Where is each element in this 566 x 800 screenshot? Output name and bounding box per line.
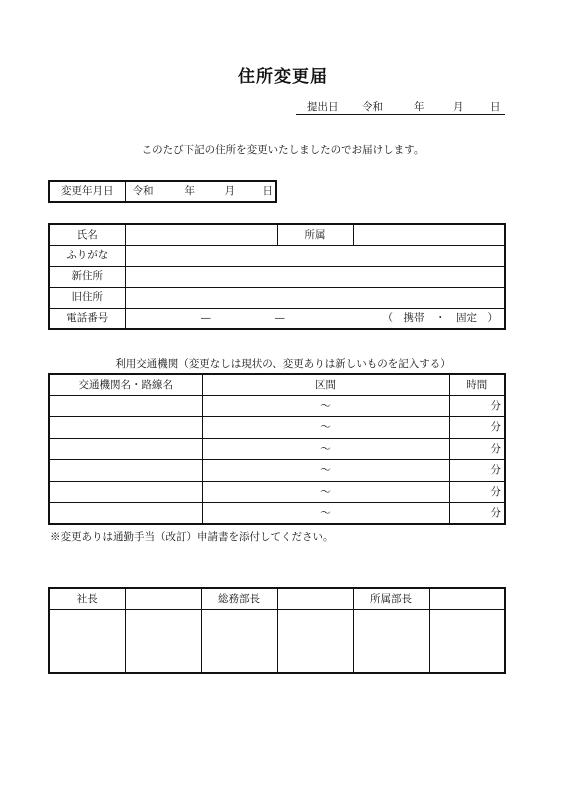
department-header-blank	[429, 588, 505, 609]
attachment-note: ※変更ありは通勤手当（改訂）申請書を添付してください。	[50, 531, 334, 543]
department-stamp-box[interactable]	[353, 609, 429, 673]
president-label: 社長	[49, 588, 125, 609]
phone-label: 電話番号	[49, 308, 125, 329]
change-date-day-label: 日	[262, 185, 273, 198]
general-affairs-manager-label: 総務部長	[201, 588, 277, 609]
affiliation-label: 所属	[277, 224, 353, 245]
submission-year-label: 年	[414, 101, 425, 113]
general-affairs-header-blank	[277, 588, 353, 609]
time-cell[interactable]: 分	[449, 460, 505, 482]
transport-header-route: 交通機関名・路線名	[49, 374, 202, 395]
change-date-label: 変更年月日	[49, 181, 125, 202]
new-address-label: 新住所	[49, 266, 125, 287]
stamp-box[interactable]	[125, 609, 201, 673]
route-cell[interactable]	[49, 503, 202, 525]
route-cell[interactable]	[49, 417, 202, 439]
submission-underline	[296, 114, 505, 115]
table-row	[49, 417, 505, 439]
affiliation-field[interactable]	[353, 224, 505, 245]
change-date-field[interactable]	[125, 181, 276, 202]
submission-date-label: 提出日	[307, 101, 339, 113]
page-title: 住所変更届	[238, 67, 328, 87]
phone-type: （ 携帯 ・ 固定 ）	[382, 312, 498, 324]
time-cell[interactable]: 分	[449, 503, 505, 525]
change-date-era: 令和	[132, 185, 154, 198]
old-address-field[interactable]	[125, 287, 505, 308]
name-field[interactable]	[125, 224, 277, 245]
submission-month-label: 月	[453, 101, 464, 113]
section-cell[interactable]: ～	[202, 395, 449, 417]
department-manager-label: 所属部長	[353, 588, 429, 609]
old-address-label: 旧住所	[49, 287, 125, 308]
table-row	[49, 438, 505, 460]
table-row	[49, 460, 505, 482]
table-row	[49, 481, 505, 503]
submission-era: 令和	[362, 101, 383, 113]
route-cell[interactable]	[49, 460, 202, 482]
stamp-box[interactable]	[429, 609, 505, 673]
time-cell[interactable]: 分	[449, 395, 505, 417]
phone-separator-2: —	[274, 312, 285, 324]
phone-separator-1: —	[200, 312, 211, 324]
new-address-field[interactable]	[125, 266, 505, 287]
section-cell[interactable]: ～	[202, 481, 449, 503]
intro-text: このたび下記の住所を変更いたしましたのでお届けします。	[141, 144, 425, 156]
section-cell[interactable]: ～	[202, 438, 449, 460]
route-cell[interactable]	[49, 438, 202, 460]
route-cell[interactable]	[49, 481, 202, 503]
president-stamp-box[interactable]	[49, 609, 125, 673]
change-date-month-label: 月	[224, 185, 235, 198]
submission-day-label: 日	[490, 101, 501, 113]
transport-header-section: 区間	[202, 374, 449, 395]
president-header-blank	[125, 588, 201, 609]
phone-field[interactable]	[125, 308, 505, 329]
transport-table	[48, 373, 506, 525]
time-cell[interactable]: 分	[449, 438, 505, 460]
time-cell[interactable]: 分	[449, 417, 505, 439]
change-date-year-label: 年	[184, 185, 195, 198]
section-cell[interactable]: ～	[202, 460, 449, 482]
route-cell[interactable]	[49, 395, 202, 417]
furigana-field[interactable]	[125, 245, 505, 266]
table-row	[49, 395, 505, 417]
transport-caption: 利用交通機関（変更なしは現状の、変更ありは新しいものを記入する）	[115, 358, 451, 370]
table-row	[49, 503, 505, 525]
general-affairs-stamp-box[interactable]	[201, 609, 277, 673]
time-cell[interactable]: 分	[449, 481, 505, 503]
section-cell[interactable]: ～	[202, 503, 449, 525]
name-label: 氏名	[49, 224, 125, 245]
personal-info-table	[48, 223, 506, 330]
section-cell[interactable]: ～	[202, 417, 449, 439]
change-date-table	[48, 180, 277, 203]
approval-table	[48, 587, 506, 674]
transport-header-time: 時間	[449, 374, 505, 395]
stamp-box[interactable]	[277, 609, 353, 673]
furigana-label: ふりがな	[49, 245, 125, 266]
